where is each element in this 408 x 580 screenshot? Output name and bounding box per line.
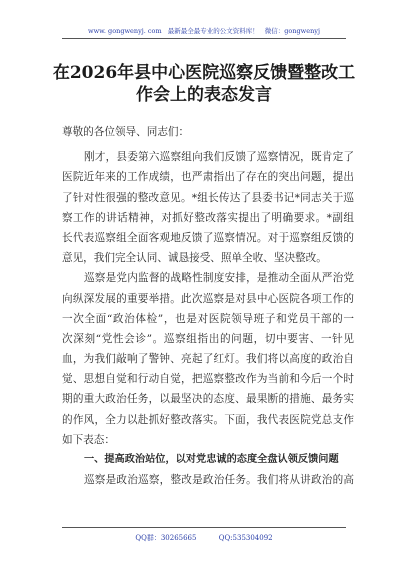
paragraph-1-line: 长代表巡察组全面客观地反馈了巡察情况。对于巡察组反馈的 xyxy=(62,231,354,244)
paragraph-1-line: 察工作的讲话精神，对抓好整改落实提出了明确要求。*副组 xyxy=(62,211,354,224)
paragraph-1-line: 意见，我们完全认同、诚恳接受、照单全收、坚决整改。 xyxy=(62,252,327,265)
header-slogan: 最新最全最专业的公文资料库！ xyxy=(167,27,259,35)
paragraph-2-line: 巡察是党内监督的战略性制度安排，是推动全面从严治党 xyxy=(84,272,354,285)
paragraph-2-line: 期的重大政治任务，以最坚决的态度、最果断的措施、最务实 xyxy=(62,393,354,406)
paragraph-3-line: 巡察是政治巡察，整改是政治任务。我们将从讲政治的高 xyxy=(84,474,354,487)
footer-qq-group: QQ群：30265665 xyxy=(135,534,197,542)
page-header xyxy=(0,26,408,35)
paragraph-1-line: 了针对性很强的整改意见。*组长传达了县委书记*同志关于巡 xyxy=(62,191,354,204)
document-body xyxy=(62,122,354,490)
section-heading-1: 一、提高政治站位，以对党忠诚的态度全盘认领反馈问题 xyxy=(84,454,339,465)
header-site-link[interactable]: www. gongwenyj. com xyxy=(88,27,162,35)
title-line-1: 在2026年县中心医院巡察反馈暨整改工 xyxy=(52,63,356,83)
footer-divider xyxy=(62,527,346,528)
paragraph-1-line: 医院近年来的工作成绩，也严肃指出了存在的突出问题，提出 xyxy=(62,171,354,184)
paragraph-2-line: 如下表态： xyxy=(62,433,115,446)
header-wechat: 微信：gongwenyj xyxy=(264,27,320,35)
paragraph-2-line: 次深刻“党性会诊”。巡察组指出的问题，切中要害、一针见 xyxy=(62,332,354,345)
header-divider xyxy=(62,38,346,39)
salutation: 尊敬的各位领导、同志们： xyxy=(62,126,190,138)
paragraph-2-line: 的作风，全力以赴抓好整改落实。下面，我代表医院党总支作 xyxy=(62,413,354,426)
paragraph-1-line: 刚才，县委第六巡察组向我们反馈了巡察情况，既肯定了 xyxy=(84,151,354,164)
footer-qq: QQ:535304092 xyxy=(218,534,273,542)
paragraph-2-line: 血，为我们敲响了警钟、亮起了红灯。我们将以高度的政治自 xyxy=(62,353,354,366)
paragraph-2-line: 觉、思想自觉和行动自觉，把巡察整改作为当前和今后一个时 xyxy=(62,373,354,386)
paragraph-2-line: 向纵深发展的重要举措。此次巡察是对县中心医院各项工作的 xyxy=(62,292,354,305)
document-title xyxy=(40,62,368,106)
page-footer xyxy=(0,533,408,543)
paragraph-2-line: 一次全面“政治体检”，也是对医院领导班子和党员干部的一 xyxy=(62,312,354,325)
title-line-2: 作会上的表态发言 xyxy=(136,85,272,105)
